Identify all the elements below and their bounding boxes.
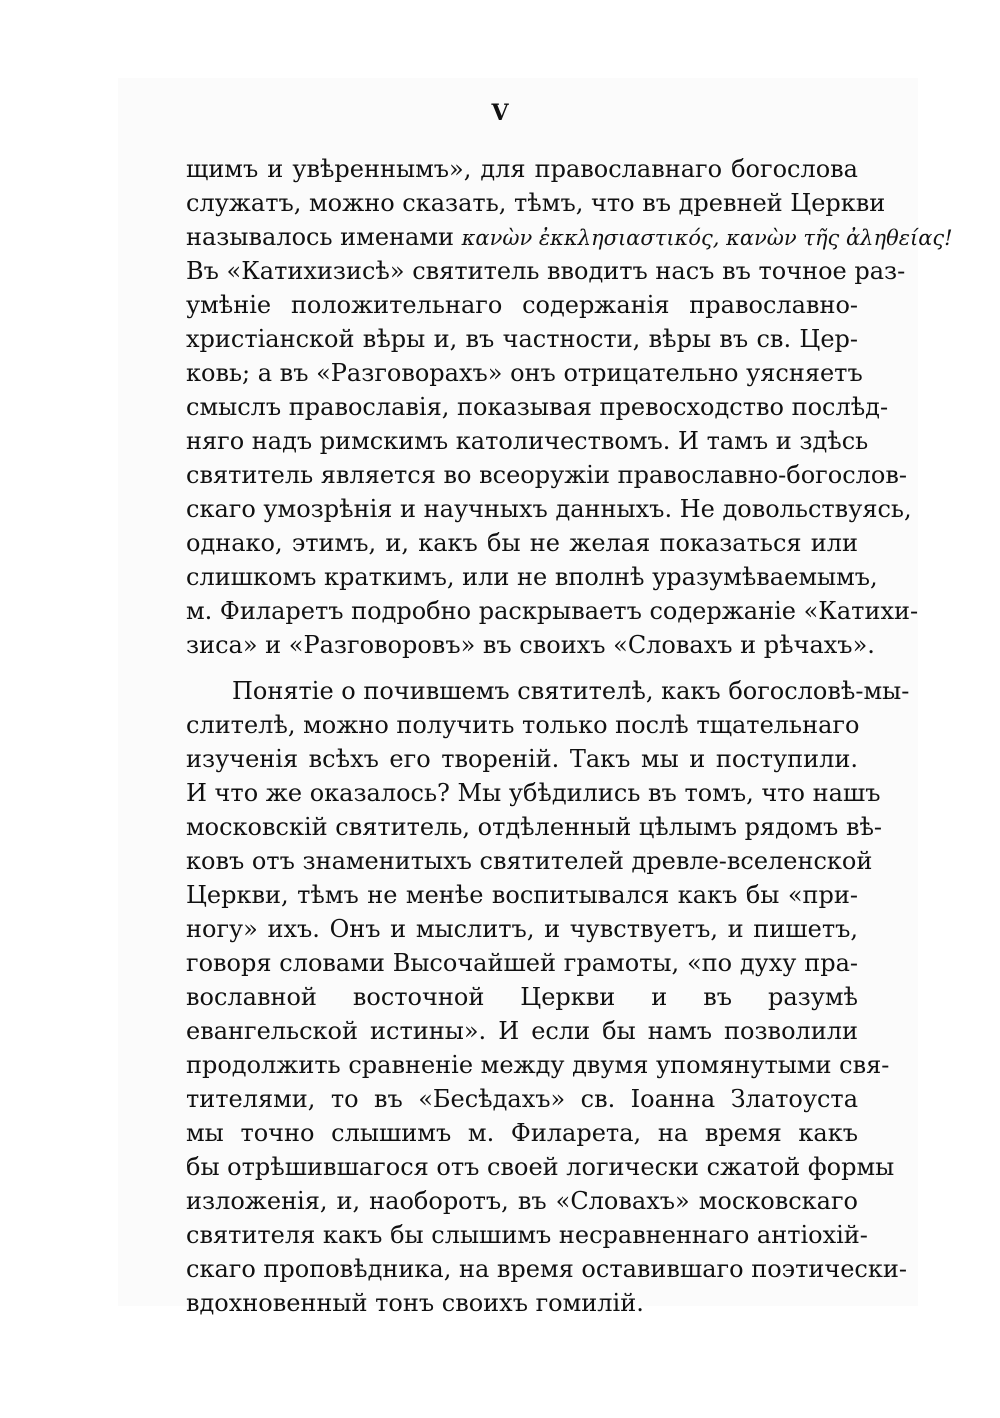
- text-line: вдохновенный тонъ своихъ гомилій.: [186, 1289, 644, 1317]
- text-line: вославной восточной Церкви и въ разумѣ: [186, 983, 858, 1011]
- text-line: И что же оказалось? Мы убѣдились въ томъ, что нашъ: [186, 779, 881, 807]
- text-line: тителями, то въ «Бесѣдахъ» св. Іоанна Златоуста: [186, 1085, 858, 1113]
- text-line: мы точно слышимъ м. Филарета, на время какъ: [186, 1119, 858, 1147]
- text-line: ковъ отъ знаменитыхъ святителей древле-вселенской: [186, 847, 873, 875]
- text-line: умѣніе положительнаго содержанія православно-: [186, 291, 858, 319]
- text-line: слителѣ, можно получить только послѣ тщательнаго: [186, 711, 860, 739]
- greek-phrase: κανὼν ἐκκλησιαστικός, κανὼν τῆς ἀληθείας!: [461, 226, 953, 250]
- text-line: однако, этимъ, и, какъ бы не желая показаться или: [186, 529, 858, 557]
- text-line: скаго умозрѣнія и научныхъ данныхъ. Не довольствуясь,: [186, 495, 912, 523]
- text-line: слишкомъ краткимъ, или не вполнѣ уразумѣваемымъ,: [186, 563, 878, 591]
- page-number: V: [491, 100, 509, 126]
- text-line: изложенія, и, наоборотъ, въ «Словахъ» московскаго: [186, 1187, 858, 1215]
- text-line: ковь; а въ «Разговорахъ» онъ отрицательно уясняетъ: [186, 359, 863, 387]
- text-line: изученія всѣхъ его твореній. Такъ мы и поступили.: [186, 745, 858, 773]
- text-line: смыслъ православія, показывая превосходство послѣд-: [186, 393, 889, 421]
- text-line: Церкви, тѣмъ не менѣе воспитывался какъ бы «при-: [186, 881, 858, 909]
- text-line: святителя какъ бы слышимъ несравненнаго антіохій-: [186, 1221, 868, 1249]
- text-line: Въ «Катихизисѣ» святитель вводитъ насъ въ точное раз-: [186, 257, 906, 285]
- text-line: м. Филаретъ подробно раскрываетъ содержаніе «Катихи-: [186, 597, 919, 625]
- text-line: [186, 220, 953, 254]
- text-line: продолжить сравненіе между двумя упомянутыми свя-: [186, 1051, 890, 1079]
- text-line: христіанской вѣры и, въ частности, вѣры въ св. Цер-: [186, 325, 858, 353]
- body-text: [186, 152, 953, 1320]
- text-line: Понятіе о почившемъ святителѣ, какъ богословѣ-мы-: [232, 677, 910, 705]
- text-line: няго надъ римскимъ католичествомъ. И тамъ и здѣсь: [186, 427, 869, 455]
- text-line: ногу» ихъ. Онъ и мыслитъ, и чувствуетъ, и пишетъ,: [186, 915, 858, 943]
- text-line-lead: называлось именами: [186, 223, 454, 251]
- text-line: щимъ и увѣреннымъ», для православнаго богослова: [186, 155, 858, 183]
- text-line: говоря словами Высочайшей грамоты, «по духу пра-: [186, 949, 858, 977]
- text-line: служатъ, можно сказать, тѣмъ, что въ древней Церкви: [186, 189, 886, 217]
- text-line: святитель является во всеоружіи православно-богослов-: [186, 461, 907, 489]
- text-line: зиса» и «Разговоровъ» въ своихъ «Словахъ и рѣчахъ».: [186, 631, 875, 659]
- text-line: московскій святитель, отдѣленный цѣлымъ рядомъ вѣ-: [186, 813, 883, 841]
- paragraph-gap: [186, 662, 858, 674]
- text-line: бы отрѣшившагося отъ своей логически сжатой формы: [186, 1153, 895, 1181]
- text-line: евангельской истины». И если бы намъ позволили: [186, 1017, 858, 1045]
- text-line: скаго проповѣдника, на время оставившаго поэтически-: [186, 1255, 907, 1283]
